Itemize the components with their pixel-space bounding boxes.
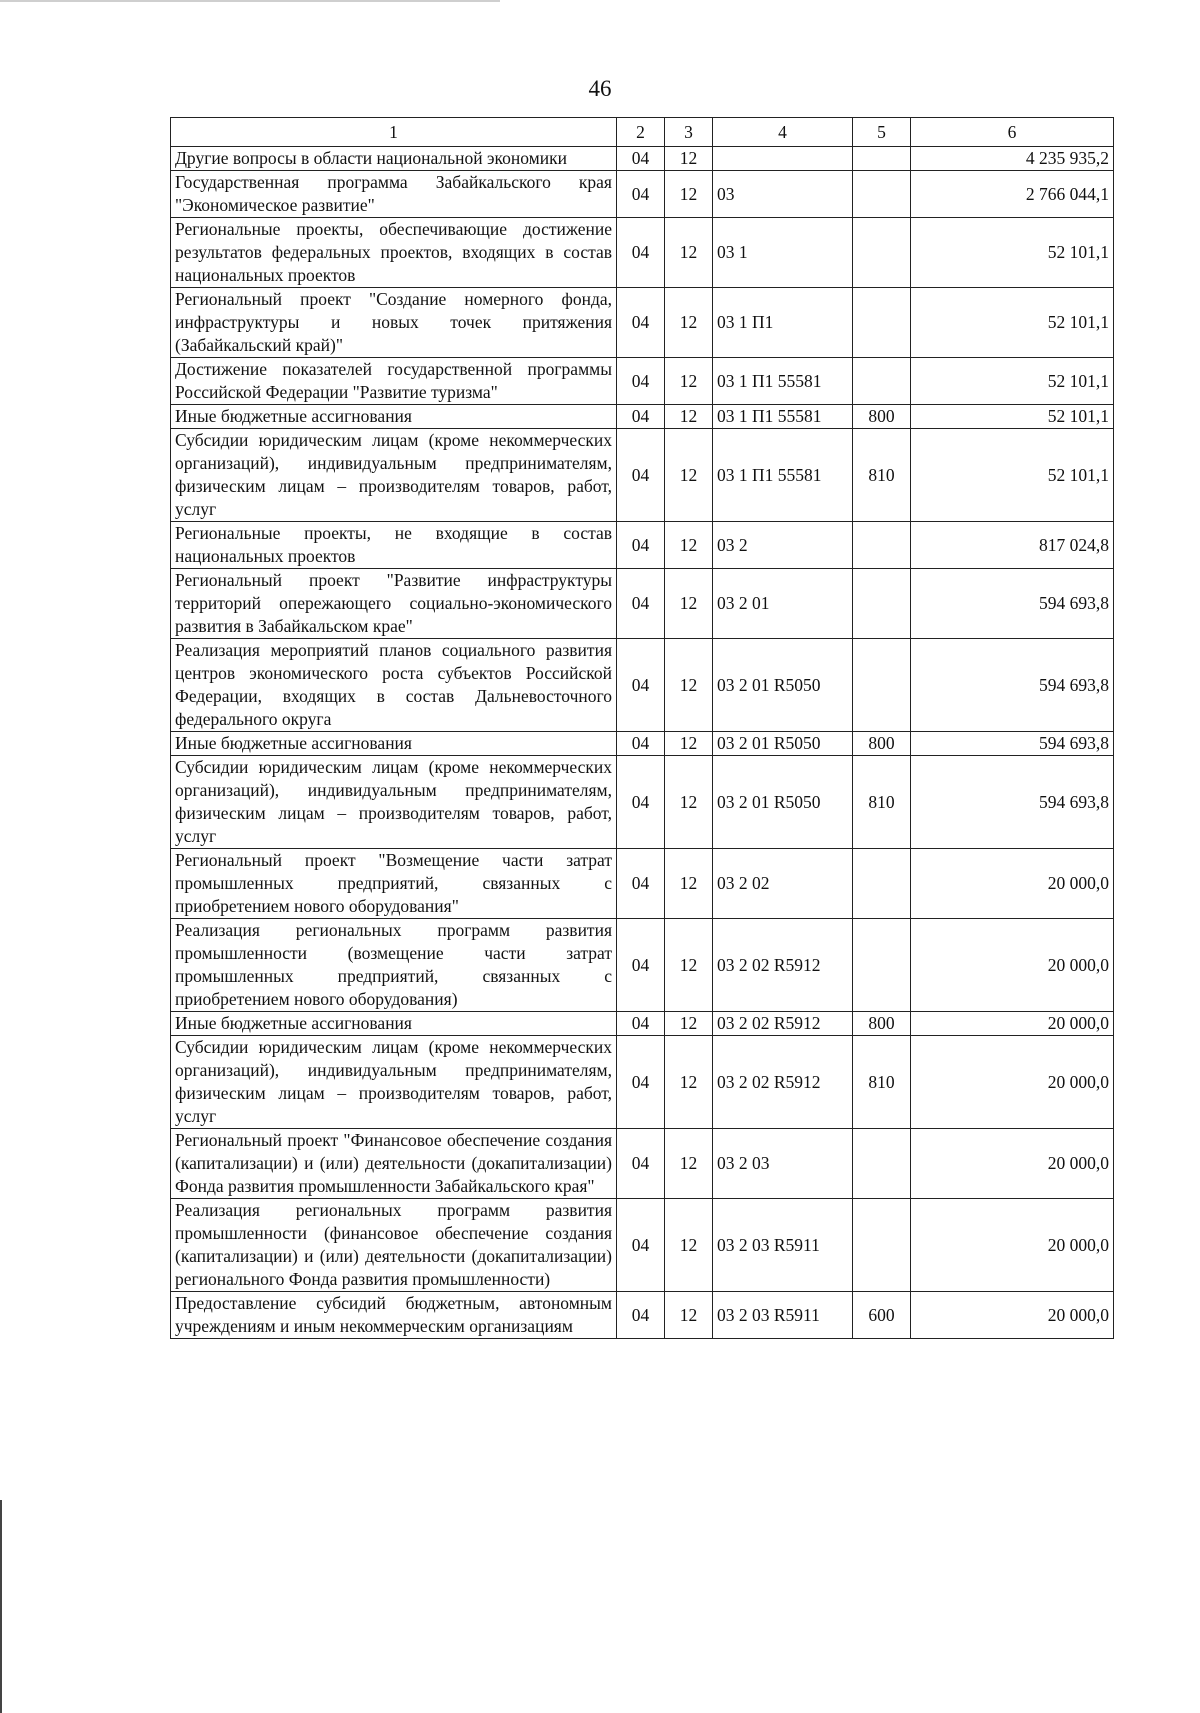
target-article-cell: 03 2 01 R5050	[713, 756, 853, 849]
section-code-cell: 04	[617, 1292, 665, 1339]
amount-cell: 20 000,0	[911, 1129, 1114, 1199]
subsection-code-cell: 12	[665, 732, 713, 756]
header-col-6: 6	[911, 118, 1114, 147]
amount-cell: 20 000,0	[911, 849, 1114, 919]
table-row	[171, 1129, 1114, 1199]
header-col-5: 5	[853, 118, 911, 147]
target-article-cell: 03	[713, 171, 853, 218]
section-code-cell: 04	[617, 358, 665, 405]
row-name-cell: Региональные проекты, не входящие в состав национальных проектов	[171, 522, 617, 569]
amount-cell: 20 000,0	[911, 1199, 1114, 1292]
target-article-cell: 03 1 П1 55581	[713, 405, 853, 429]
row-name-cell: Региональный проект "Создание номерного фонда, инфраструктуры и новых точек притяжения (Забайкальский край)"	[171, 288, 617, 358]
expense-type-cell	[853, 1199, 911, 1292]
section-code-cell: 04	[617, 218, 665, 288]
table-row	[171, 1292, 1114, 1339]
table-row	[171, 171, 1114, 218]
row-name-cell: Субсидии юридическим лицам (кроме некоммерческих организаций), индивидуальным предпринимателям, физическим лицам – производителям товаров, работ, услуг	[171, 429, 617, 522]
expense-type-cell	[853, 919, 911, 1012]
scan-edge-mark	[0, 0, 500, 2]
subsection-code-cell: 12	[665, 849, 713, 919]
amount-cell: 52 101,1	[911, 358, 1114, 405]
page-number: 46	[588, 76, 612, 101]
section-code-cell: 04	[617, 1129, 665, 1199]
subsection-code-cell: 12	[665, 919, 713, 1012]
amount-cell: 52 101,1	[911, 405, 1114, 429]
subsection-code-cell: 12	[665, 171, 713, 218]
amount-cell: 20 000,0	[911, 1292, 1114, 1339]
amount-cell: 20 000,0	[911, 919, 1114, 1012]
table-row	[171, 569, 1114, 639]
expense-type-cell	[853, 147, 911, 171]
row-name-cell: Субсидии юридическим лицам (кроме некоммерческих организаций), индивидуальным предпринимателям, физическим лицам – производителям товаров, работ, услуг	[171, 1036, 617, 1129]
amount-cell: 4 235 935,2	[911, 147, 1114, 171]
expense-type-cell	[853, 358, 911, 405]
subsection-code-cell: 12	[665, 147, 713, 171]
table-row	[171, 1036, 1114, 1129]
section-code-cell: 04	[617, 288, 665, 358]
subsection-code-cell: 12	[665, 639, 713, 732]
expense-type-cell: 800	[853, 732, 911, 756]
row-name-cell: Реализация мероприятий планов социального развития центров экономического роста субъектов Российской Федерации, входящих в состав Дальневосточного федерального округа	[171, 639, 617, 732]
row-name-cell: Иные бюджетные ассигнования	[171, 1012, 617, 1036]
section-code-cell: 04	[617, 1036, 665, 1129]
amount-cell: 52 101,1	[911, 288, 1114, 358]
row-name-cell: Иные бюджетные ассигнования	[171, 405, 617, 429]
table-row	[171, 756, 1114, 849]
amount-cell: 20 000,0	[911, 1036, 1114, 1129]
target-article-cell: 03 2 01 R5050	[713, 639, 853, 732]
section-code-cell: 04	[617, 522, 665, 569]
subsection-code-cell: 12	[665, 218, 713, 288]
expense-type-cell: 600	[853, 1292, 911, 1339]
expense-type-cell	[853, 569, 911, 639]
table-row	[171, 1199, 1114, 1292]
subsection-code-cell: 12	[665, 1036, 713, 1129]
subsection-code-cell: 12	[665, 1012, 713, 1036]
row-name-cell: Региональные проекты, обеспечивающие достижение результатов федеральных проектов, входящих в состав национальных проектов	[171, 218, 617, 288]
expense-type-cell: 810	[853, 429, 911, 522]
target-article-cell: 03 2 02 R5912	[713, 1036, 853, 1129]
target-article-cell: 03 1	[713, 218, 853, 288]
amount-cell: 594 693,8	[911, 756, 1114, 849]
row-name-cell: Предоставление субсидий бюджетным, автономным учреждениям и иным некоммерческим организациям	[171, 1292, 617, 1339]
expense-type-cell	[853, 218, 911, 288]
table-row	[171, 218, 1114, 288]
section-code-cell: 04	[617, 1012, 665, 1036]
subsection-code-cell: 12	[665, 405, 713, 429]
table-row	[171, 147, 1114, 171]
expense-type-cell	[853, 288, 911, 358]
section-code-cell: 04	[617, 405, 665, 429]
section-code-cell: 04	[617, 849, 665, 919]
target-article-cell: 03 2 02 R5912	[713, 919, 853, 1012]
subsection-code-cell: 12	[665, 429, 713, 522]
row-name-cell: Иные бюджетные ассигнования	[171, 732, 617, 756]
section-code-cell: 04	[617, 919, 665, 1012]
expense-type-cell: 800	[853, 405, 911, 429]
expense-type-cell	[853, 849, 911, 919]
row-name-cell: Государственная программа Забайкальского края "Экономическое развитие"	[171, 171, 617, 218]
section-code-cell: 04	[617, 639, 665, 732]
table-row	[171, 919, 1114, 1012]
subsection-code-cell: 12	[665, 1129, 713, 1199]
expense-type-cell	[853, 522, 911, 569]
scan-edge-mark	[0, 1500, 2, 1713]
amount-cell: 2 766 044,1	[911, 171, 1114, 218]
amount-cell: 594 693,8	[911, 639, 1114, 732]
table-row	[171, 732, 1114, 756]
table-row	[171, 405, 1114, 429]
section-code-cell: 04	[617, 147, 665, 171]
target-article-cell: 03 2 03 R5911	[713, 1199, 853, 1292]
target-article-cell: 03 2 02 R5912	[713, 1012, 853, 1036]
target-article-cell: 03 1 П1 55581	[713, 429, 853, 522]
row-name-cell: Реализация региональных программ развития промышленности (финансовое обеспечение создания (капитализации) и (или) деятельности (докапитализации) регионального Фонда развития промышленности)	[171, 1199, 617, 1292]
subsection-code-cell: 12	[665, 1199, 713, 1292]
amount-cell: 817 024,8	[911, 522, 1114, 569]
table-row	[171, 288, 1114, 358]
target-article-cell: 03 2	[713, 522, 853, 569]
section-code-cell: 04	[617, 569, 665, 639]
table-header-row	[171, 118, 1114, 147]
subsection-code-cell: 12	[665, 756, 713, 849]
subsection-code-cell: 12	[665, 522, 713, 569]
amount-cell: 52 101,1	[911, 429, 1114, 522]
expense-type-cell	[853, 171, 911, 218]
row-name-cell: Реализация региональных программ развития промышленности (возмещение части затрат промышленных предприятий, связанных с приобретением нового оборудования)	[171, 919, 617, 1012]
table-body	[171, 118, 1114, 1339]
budget-table	[170, 117, 1114, 1339]
subsection-code-cell: 12	[665, 288, 713, 358]
table-row	[171, 429, 1114, 522]
row-name-cell: Достижение показателей государственной программы Российской Федерации "Развитие туризма"	[171, 358, 617, 405]
amount-cell: 594 693,8	[911, 569, 1114, 639]
section-code-cell: 04	[617, 1199, 665, 1292]
subsection-code-cell: 12	[665, 358, 713, 405]
target-article-cell	[713, 147, 853, 171]
header-col-2: 2	[617, 118, 665, 147]
expense-type-cell	[853, 639, 911, 732]
amount-cell: 20 000,0	[911, 1012, 1114, 1036]
expense-type-cell: 810	[853, 1036, 911, 1129]
amount-cell: 594 693,8	[911, 732, 1114, 756]
section-code-cell: 04	[617, 171, 665, 218]
row-name-cell: Региональный проект "Возмещение части затрат промышленных предприятий, связанных с приобретением нового оборудования"	[171, 849, 617, 919]
table-row	[171, 849, 1114, 919]
table-row	[171, 1012, 1114, 1036]
subsection-code-cell: 12	[665, 1292, 713, 1339]
row-name-cell: Региональный проект "Финансовое обеспечение создания (капитализации) и (или) деятельности (докапитализации) Фонда развития промышленности Забайкальского края"	[171, 1129, 617, 1199]
header-col-4: 4	[713, 118, 853, 147]
section-code-cell: 04	[617, 732, 665, 756]
row-name-cell: Региональный проект "Развитие инфраструктуры территорий опережающего социально-экономического развития в Забайкальском крае"	[171, 569, 617, 639]
header-col-1: 1	[171, 118, 617, 147]
target-article-cell: 03 2 01 R5050	[713, 732, 853, 756]
amount-cell: 52 101,1	[911, 218, 1114, 288]
target-article-cell: 03 1 П1	[713, 288, 853, 358]
table-row	[171, 639, 1114, 732]
target-article-cell: 03 2 03	[713, 1129, 853, 1199]
table-row	[171, 522, 1114, 569]
section-code-cell: 04	[617, 429, 665, 522]
header-col-3: 3	[665, 118, 713, 147]
subsection-code-cell: 12	[665, 569, 713, 639]
section-code-cell: 04	[617, 756, 665, 849]
table-row	[171, 358, 1114, 405]
target-article-cell: 03 2 02	[713, 849, 853, 919]
expense-type-cell	[853, 1129, 911, 1199]
expense-type-cell: 800	[853, 1012, 911, 1036]
expense-type-cell: 810	[853, 756, 911, 849]
row-name-cell: Субсидии юридическим лицам (кроме некоммерческих организаций), индивидуальным предпринимателям, физическим лицам – производителям товаров, работ, услуг	[171, 756, 617, 849]
row-name-cell: Другие вопросы в области национальной экономики	[171, 147, 617, 171]
target-article-cell: 03 2 03 R5911	[713, 1292, 853, 1339]
target-article-cell: 03 2 01	[713, 569, 853, 639]
target-article-cell: 03 1 П1 55581	[713, 358, 853, 405]
